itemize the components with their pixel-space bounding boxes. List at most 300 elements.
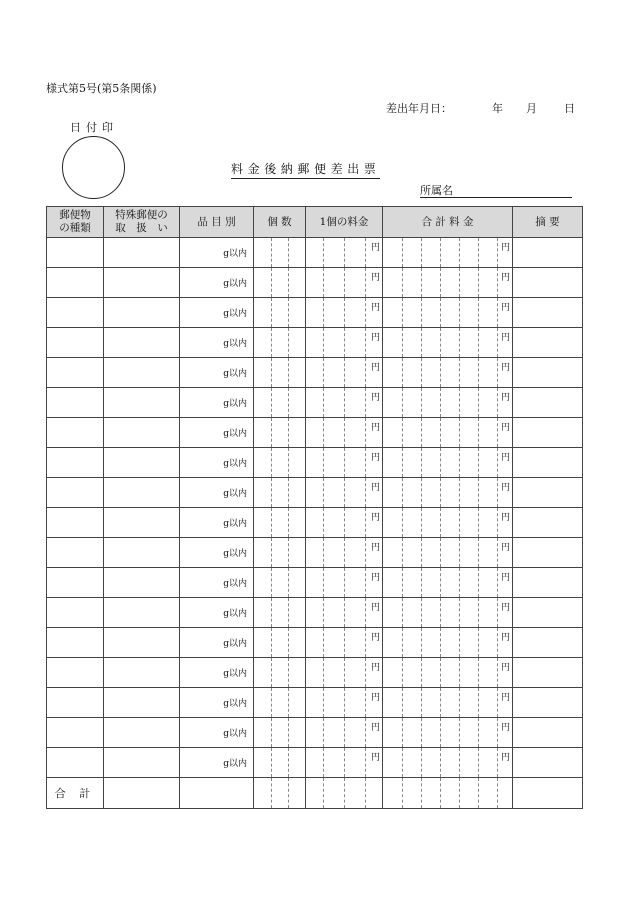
digit-divider bbox=[421, 568, 422, 597]
weight-cell[interactable]: g以内 bbox=[180, 388, 254, 418]
count-cell[interactable] bbox=[254, 418, 306, 448]
digit-divider bbox=[271, 688, 272, 717]
mail-type-cell[interactable] bbox=[47, 568, 104, 598]
total-item-cell[interactable] bbox=[180, 778, 254, 809]
digit-divider bbox=[402, 448, 403, 477]
special-handling-cell[interactable] bbox=[104, 748, 180, 778]
mail-type-cell[interactable] bbox=[47, 268, 104, 298]
digit-divider bbox=[478, 748, 479, 777]
yen-unit: 円 bbox=[370, 333, 380, 343]
digit-divider bbox=[323, 628, 324, 657]
digit-divider bbox=[344, 718, 345, 747]
remarks-cell[interactable] bbox=[513, 238, 583, 268]
digit-divider bbox=[365, 778, 366, 808]
digit-divider bbox=[497, 778, 498, 808]
yen-unit: 円 bbox=[500, 513, 510, 523]
remarks-cell[interactable] bbox=[513, 388, 583, 418]
count-cell[interactable] bbox=[254, 388, 306, 418]
digit-divider bbox=[271, 748, 272, 777]
special-handling-cell[interactable] bbox=[104, 388, 180, 418]
digit-divider bbox=[271, 268, 272, 297]
yen-unit: 円 bbox=[370, 663, 380, 673]
digit-divider bbox=[365, 568, 366, 597]
yen-unit: 円 bbox=[370, 543, 380, 553]
total-price-cell[interactable] bbox=[383, 268, 513, 298]
digit-divider bbox=[440, 268, 441, 297]
digit-divider bbox=[459, 418, 460, 447]
special-handling-cell[interactable] bbox=[104, 478, 180, 508]
digit-divider bbox=[440, 358, 441, 387]
digit-divider bbox=[271, 448, 272, 477]
total-price-cell[interactable] bbox=[383, 718, 513, 748]
special-handling-cell[interactable] bbox=[104, 238, 180, 268]
unit-price-cell[interactable] bbox=[306, 268, 383, 298]
digit-divider bbox=[440, 598, 441, 627]
special-handling-cell[interactable] bbox=[104, 328, 180, 358]
mail-type-cell[interactable] bbox=[47, 418, 104, 448]
yen-unit: 円 bbox=[500, 603, 510, 613]
digit-divider bbox=[288, 748, 289, 777]
digit-divider bbox=[323, 238, 324, 267]
header-unit-price: 1個の料金 bbox=[306, 207, 383, 238]
total-price-cell[interactable] bbox=[383, 358, 513, 388]
count-cell[interactable] bbox=[254, 268, 306, 298]
weight-cell[interactable]: g以内 bbox=[180, 298, 254, 328]
special-handling-cell[interactable] bbox=[104, 298, 180, 328]
digit-divider bbox=[271, 598, 272, 627]
count-cell[interactable] bbox=[254, 478, 306, 508]
table-row bbox=[47, 568, 583, 598]
digit-divider bbox=[402, 688, 403, 717]
digit-divider bbox=[478, 718, 479, 747]
digit-divider bbox=[440, 238, 441, 267]
count-cell[interactable] bbox=[254, 628, 306, 658]
digit-divider bbox=[440, 478, 441, 507]
digit-divider bbox=[421, 628, 422, 657]
digit-divider bbox=[421, 478, 422, 507]
count-cell[interactable] bbox=[254, 298, 306, 328]
unit-price-cell[interactable] bbox=[306, 508, 383, 538]
yen-unit: 円 bbox=[500, 543, 510, 553]
unit-price-cell[interactable] bbox=[306, 418, 383, 448]
total-price-cell[interactable] bbox=[383, 628, 513, 658]
digit-divider bbox=[323, 448, 324, 477]
submit-date-label: 差出年月日： bbox=[386, 102, 452, 115]
form-title: 料金後納郵便差出票 bbox=[231, 160, 380, 179]
remarks-cell[interactable] bbox=[513, 658, 583, 688]
digit-divider bbox=[497, 268, 498, 297]
digit-divider bbox=[421, 268, 422, 297]
digit-divider bbox=[421, 598, 422, 627]
digit-divider bbox=[344, 268, 345, 297]
special-handling-cell[interactable] bbox=[104, 448, 180, 478]
mail-type-cell[interactable] bbox=[47, 358, 104, 388]
weight-cell[interactable]: g以内 bbox=[180, 598, 254, 628]
count-cell[interactable] bbox=[254, 328, 306, 358]
digit-divider bbox=[323, 298, 324, 327]
unit-price-cell[interactable] bbox=[306, 718, 383, 748]
total-count-cell[interactable] bbox=[254, 778, 306, 809]
unit-price-cell[interactable] bbox=[306, 358, 383, 388]
header-special-handling-line2: 取 扱 い bbox=[115, 222, 168, 234]
digit-divider bbox=[421, 448, 422, 477]
digit-divider bbox=[288, 328, 289, 357]
yen-unit: 円 bbox=[370, 753, 380, 763]
remarks-cell[interactable] bbox=[513, 688, 583, 718]
digit-divider bbox=[421, 778, 422, 808]
weight-cell[interactable]: g以内 bbox=[180, 508, 254, 538]
total-remarks-cell[interactable] bbox=[513, 778, 583, 809]
weight-cell[interactable]: g以内 bbox=[180, 328, 254, 358]
digit-divider bbox=[402, 778, 403, 808]
unit-price-cell[interactable] bbox=[306, 658, 383, 688]
remarks-cell[interactable] bbox=[513, 538, 583, 568]
mail-type-cell[interactable] bbox=[47, 658, 104, 688]
digit-divider bbox=[440, 538, 441, 567]
digit-divider bbox=[288, 448, 289, 477]
weight-cell[interactable]: g以内 bbox=[180, 268, 254, 298]
digit-divider bbox=[459, 388, 460, 417]
weight-cell[interactable]: g以内 bbox=[180, 448, 254, 478]
header-item: 品 目 別 bbox=[180, 207, 254, 238]
grand-total-cell[interactable] bbox=[383, 778, 513, 809]
digit-divider bbox=[459, 628, 460, 657]
digit-divider bbox=[440, 418, 441, 447]
total-price-cell[interactable] bbox=[383, 328, 513, 358]
count-cell[interactable] bbox=[254, 688, 306, 718]
count-cell[interactable] bbox=[254, 508, 306, 538]
digit-divider bbox=[271, 568, 272, 597]
digit-divider bbox=[421, 718, 422, 747]
total-price-cell[interactable] bbox=[383, 448, 513, 478]
digit-divider bbox=[344, 748, 345, 777]
remarks-cell[interactable] bbox=[513, 328, 583, 358]
digit-divider bbox=[344, 658, 345, 687]
digit-divider bbox=[323, 388, 324, 417]
total-price-cell[interactable] bbox=[383, 688, 513, 718]
table-row bbox=[47, 658, 583, 688]
digit-divider bbox=[497, 628, 498, 657]
mail-type-cell[interactable] bbox=[47, 448, 104, 478]
mail-type-cell[interactable] bbox=[47, 718, 104, 748]
special-handling-cell[interactable] bbox=[104, 658, 180, 688]
header-remarks: 摘 要 bbox=[513, 207, 583, 238]
digit-divider bbox=[365, 358, 366, 387]
yen-unit: 円 bbox=[500, 333, 510, 343]
remarks-cell[interactable] bbox=[513, 418, 583, 448]
digit-divider bbox=[365, 448, 366, 477]
total-price-cell[interactable] bbox=[383, 298, 513, 328]
digit-divider bbox=[365, 718, 366, 747]
digit-divider bbox=[440, 628, 441, 657]
digit-divider bbox=[459, 598, 460, 627]
special-handling-cell[interactable] bbox=[104, 598, 180, 628]
digit-divider bbox=[497, 478, 498, 507]
digit-divider bbox=[323, 478, 324, 507]
count-cell[interactable] bbox=[254, 448, 306, 478]
yen-unit: 円 bbox=[370, 513, 380, 523]
digit-divider bbox=[402, 298, 403, 327]
total-price-cell[interactable] bbox=[383, 568, 513, 598]
weight-cell[interactable]: g以内 bbox=[180, 568, 254, 598]
digit-divider bbox=[344, 598, 345, 627]
mail-type-cell[interactable] bbox=[47, 328, 104, 358]
remarks-cell[interactable] bbox=[513, 448, 583, 478]
digit-divider bbox=[271, 418, 272, 447]
digit-divider bbox=[288, 508, 289, 537]
digit-divider bbox=[323, 778, 324, 808]
digit-divider bbox=[440, 718, 441, 747]
total-price-cell[interactable] bbox=[383, 388, 513, 418]
digit-divider bbox=[402, 538, 403, 567]
mail-type-cell[interactable] bbox=[47, 688, 104, 718]
yen-unit: 円 bbox=[500, 573, 510, 583]
date-stamp-circle bbox=[62, 136, 125, 199]
table-row bbox=[47, 478, 583, 508]
digit-divider bbox=[288, 658, 289, 687]
remarks-cell[interactable] bbox=[513, 478, 583, 508]
digit-divider bbox=[440, 448, 441, 477]
digit-divider bbox=[288, 298, 289, 327]
special-handling-cell[interactable] bbox=[104, 628, 180, 658]
digit-divider bbox=[440, 568, 441, 597]
weight-cell[interactable]: g以内 bbox=[180, 688, 254, 718]
weight-cell[interactable]: g以内 bbox=[180, 628, 254, 658]
digit-divider bbox=[421, 748, 422, 777]
digit-divider bbox=[271, 298, 272, 327]
total-price-cell[interactable] bbox=[383, 508, 513, 538]
digit-divider bbox=[459, 298, 460, 327]
digit-divider bbox=[271, 778, 272, 808]
count-cell[interactable] bbox=[254, 598, 306, 628]
table-row bbox=[47, 538, 583, 568]
unit-price-cell[interactable] bbox=[306, 538, 383, 568]
unit-price-cell[interactable] bbox=[306, 568, 383, 598]
digit-divider bbox=[288, 538, 289, 567]
weight-cell[interactable]: g以内 bbox=[180, 238, 254, 268]
digit-divider bbox=[402, 358, 403, 387]
digit-divider bbox=[365, 418, 366, 447]
digit-divider bbox=[323, 268, 324, 297]
total-price-cell[interactable] bbox=[383, 478, 513, 508]
digit-divider bbox=[497, 538, 498, 567]
weight-cell[interactable]: g以内 bbox=[180, 748, 254, 778]
digit-divider bbox=[365, 268, 366, 297]
table-row bbox=[47, 418, 583, 448]
unit-price-cell[interactable] bbox=[306, 388, 383, 418]
remarks-cell[interactable] bbox=[513, 298, 583, 328]
unit-price-cell[interactable] bbox=[306, 328, 383, 358]
digit-divider bbox=[271, 658, 272, 687]
special-handling-cell[interactable] bbox=[104, 718, 180, 748]
unit-price-cell[interactable] bbox=[306, 598, 383, 628]
mail-type-cell[interactable] bbox=[47, 748, 104, 778]
mail-type-cell[interactable] bbox=[47, 538, 104, 568]
month-label: 月 bbox=[526, 102, 537, 115]
digit-divider bbox=[344, 418, 345, 447]
affiliation-label: 所属名 bbox=[420, 184, 453, 197]
total-price-cell[interactable] bbox=[383, 658, 513, 688]
digit-divider bbox=[459, 268, 460, 297]
unit-price-cell[interactable] bbox=[306, 748, 383, 778]
weight-cell[interactable]: g以内 bbox=[180, 418, 254, 448]
digit-divider bbox=[271, 358, 272, 387]
digit-divider bbox=[323, 538, 324, 567]
day-label: 日 bbox=[564, 102, 575, 115]
digit-divider bbox=[478, 388, 479, 417]
digit-divider bbox=[478, 508, 479, 537]
unit-price-cell[interactable] bbox=[306, 238, 383, 268]
digit-divider bbox=[459, 448, 460, 477]
special-handling-cell[interactable] bbox=[104, 418, 180, 448]
digit-divider bbox=[421, 328, 422, 357]
total-price-cell[interactable] bbox=[383, 598, 513, 628]
special-handling-cell[interactable] bbox=[104, 688, 180, 718]
unit-price-cell[interactable] bbox=[306, 448, 383, 478]
remarks-cell[interactable] bbox=[513, 598, 583, 628]
digit-divider bbox=[440, 748, 441, 777]
header-mail-type-line1: 郵便物 bbox=[59, 209, 91, 221]
mail-type-cell[interactable] bbox=[47, 478, 104, 508]
digit-divider bbox=[497, 748, 498, 777]
mail-type-cell[interactable] bbox=[47, 628, 104, 658]
total-price-cell[interactable] bbox=[383, 748, 513, 778]
digit-divider bbox=[323, 508, 324, 537]
table-row bbox=[47, 688, 583, 718]
remarks-cell[interactable] bbox=[513, 358, 583, 388]
digit-divider bbox=[459, 508, 460, 537]
special-handling-cell[interactable] bbox=[104, 268, 180, 298]
unit-price-cell[interactable] bbox=[306, 478, 383, 508]
digit-divider bbox=[421, 658, 422, 687]
digit-divider bbox=[402, 328, 403, 357]
special-handling-cell[interactable] bbox=[104, 568, 180, 598]
special-handling-cell[interactable] bbox=[104, 508, 180, 538]
count-cell[interactable] bbox=[254, 538, 306, 568]
digit-divider bbox=[344, 478, 345, 507]
yen-unit: 円 bbox=[500, 753, 510, 763]
total-unit-price-cell[interactable] bbox=[306, 778, 383, 809]
special-handling-cell[interactable] bbox=[104, 358, 180, 388]
digit-divider bbox=[402, 508, 403, 537]
yen-unit: 円 bbox=[500, 723, 510, 733]
form-number: 様式第5号(第5条関係) bbox=[46, 82, 157, 95]
digit-divider bbox=[323, 658, 324, 687]
digit-divider bbox=[421, 538, 422, 567]
digit-divider bbox=[271, 628, 272, 657]
digit-divider bbox=[478, 478, 479, 507]
table-row bbox=[47, 358, 583, 388]
digit-divider bbox=[271, 508, 272, 537]
digit-divider bbox=[497, 328, 498, 357]
table-row bbox=[47, 298, 583, 328]
digit-divider bbox=[288, 688, 289, 717]
yen-unit: 円 bbox=[500, 483, 510, 493]
count-cell[interactable] bbox=[254, 358, 306, 388]
table-row bbox=[47, 388, 583, 418]
weight-cell[interactable]: g以内 bbox=[180, 358, 254, 388]
remarks-cell[interactable] bbox=[513, 268, 583, 298]
mail-type-cell[interactable] bbox=[47, 598, 104, 628]
remarks-cell[interactable] bbox=[513, 718, 583, 748]
digit-divider bbox=[344, 328, 345, 357]
yen-unit: 円 bbox=[370, 303, 380, 313]
weight-cell[interactable]: g以内 bbox=[180, 658, 254, 688]
digit-divider bbox=[365, 628, 366, 657]
date-stamp-label: 日付印 bbox=[70, 121, 118, 134]
remarks-cell[interactable] bbox=[513, 568, 583, 598]
remarks-cell[interactable] bbox=[513, 748, 583, 778]
total-price-cell[interactable] bbox=[383, 238, 513, 268]
weight-cell[interactable]: g以内 bbox=[180, 478, 254, 508]
mail-type-cell[interactable] bbox=[47, 508, 104, 538]
digit-divider bbox=[288, 418, 289, 447]
unit-price-cell[interactable] bbox=[306, 628, 383, 658]
digit-divider bbox=[288, 358, 289, 387]
digit-divider bbox=[344, 298, 345, 327]
table-row bbox=[47, 508, 583, 538]
remarks-cell[interactable] bbox=[513, 508, 583, 538]
digit-divider bbox=[365, 478, 366, 507]
mail-type-cell[interactable] bbox=[47, 238, 104, 268]
digit-divider bbox=[459, 328, 460, 357]
digit-divider bbox=[323, 748, 324, 777]
digit-divider bbox=[421, 298, 422, 327]
digit-divider bbox=[271, 238, 272, 267]
remarks-cell[interactable] bbox=[513, 628, 583, 658]
count-cell[interactable] bbox=[254, 568, 306, 598]
yen-unit: 円 bbox=[370, 723, 380, 733]
table-row bbox=[47, 718, 583, 748]
digit-divider bbox=[271, 478, 272, 507]
digit-divider bbox=[421, 358, 422, 387]
digit-divider bbox=[440, 508, 441, 537]
header-mail-type bbox=[47, 207, 104, 238]
special-handling-cell[interactable] bbox=[104, 538, 180, 568]
table-row bbox=[47, 598, 583, 628]
total-price-cell[interactable] bbox=[383, 538, 513, 568]
count-cell[interactable] bbox=[254, 658, 306, 688]
digit-divider bbox=[365, 658, 366, 687]
total-price-cell[interactable] bbox=[383, 418, 513, 448]
total-special-handling-cell[interactable] bbox=[104, 778, 180, 809]
count-cell[interactable] bbox=[254, 238, 306, 268]
digit-divider bbox=[288, 778, 289, 808]
digit-divider bbox=[459, 358, 460, 387]
digit-divider bbox=[478, 328, 479, 357]
total-label: 合 計 bbox=[47, 778, 104, 809]
affiliation-field[interactable] bbox=[420, 182, 572, 198]
weight-cell[interactable]: g以内 bbox=[180, 538, 254, 568]
digit-divider bbox=[478, 298, 479, 327]
digit-divider bbox=[478, 238, 479, 267]
mail-type-cell[interactable] bbox=[47, 298, 104, 328]
unit-price-cell[interactable] bbox=[306, 298, 383, 328]
weight-cell[interactable]: g以内 bbox=[180, 718, 254, 748]
digit-divider bbox=[497, 598, 498, 627]
digit-divider bbox=[402, 268, 403, 297]
digit-divider bbox=[478, 628, 479, 657]
mail-type-cell[interactable] bbox=[47, 388, 104, 418]
digit-divider bbox=[365, 298, 366, 327]
digit-divider bbox=[478, 688, 479, 717]
yen-unit: 円 bbox=[500, 273, 510, 283]
table-row bbox=[47, 628, 583, 658]
count-cell[interactable] bbox=[254, 748, 306, 778]
digit-divider bbox=[478, 358, 479, 387]
unit-price-cell[interactable] bbox=[306, 688, 383, 718]
count-cell[interactable] bbox=[254, 718, 306, 748]
